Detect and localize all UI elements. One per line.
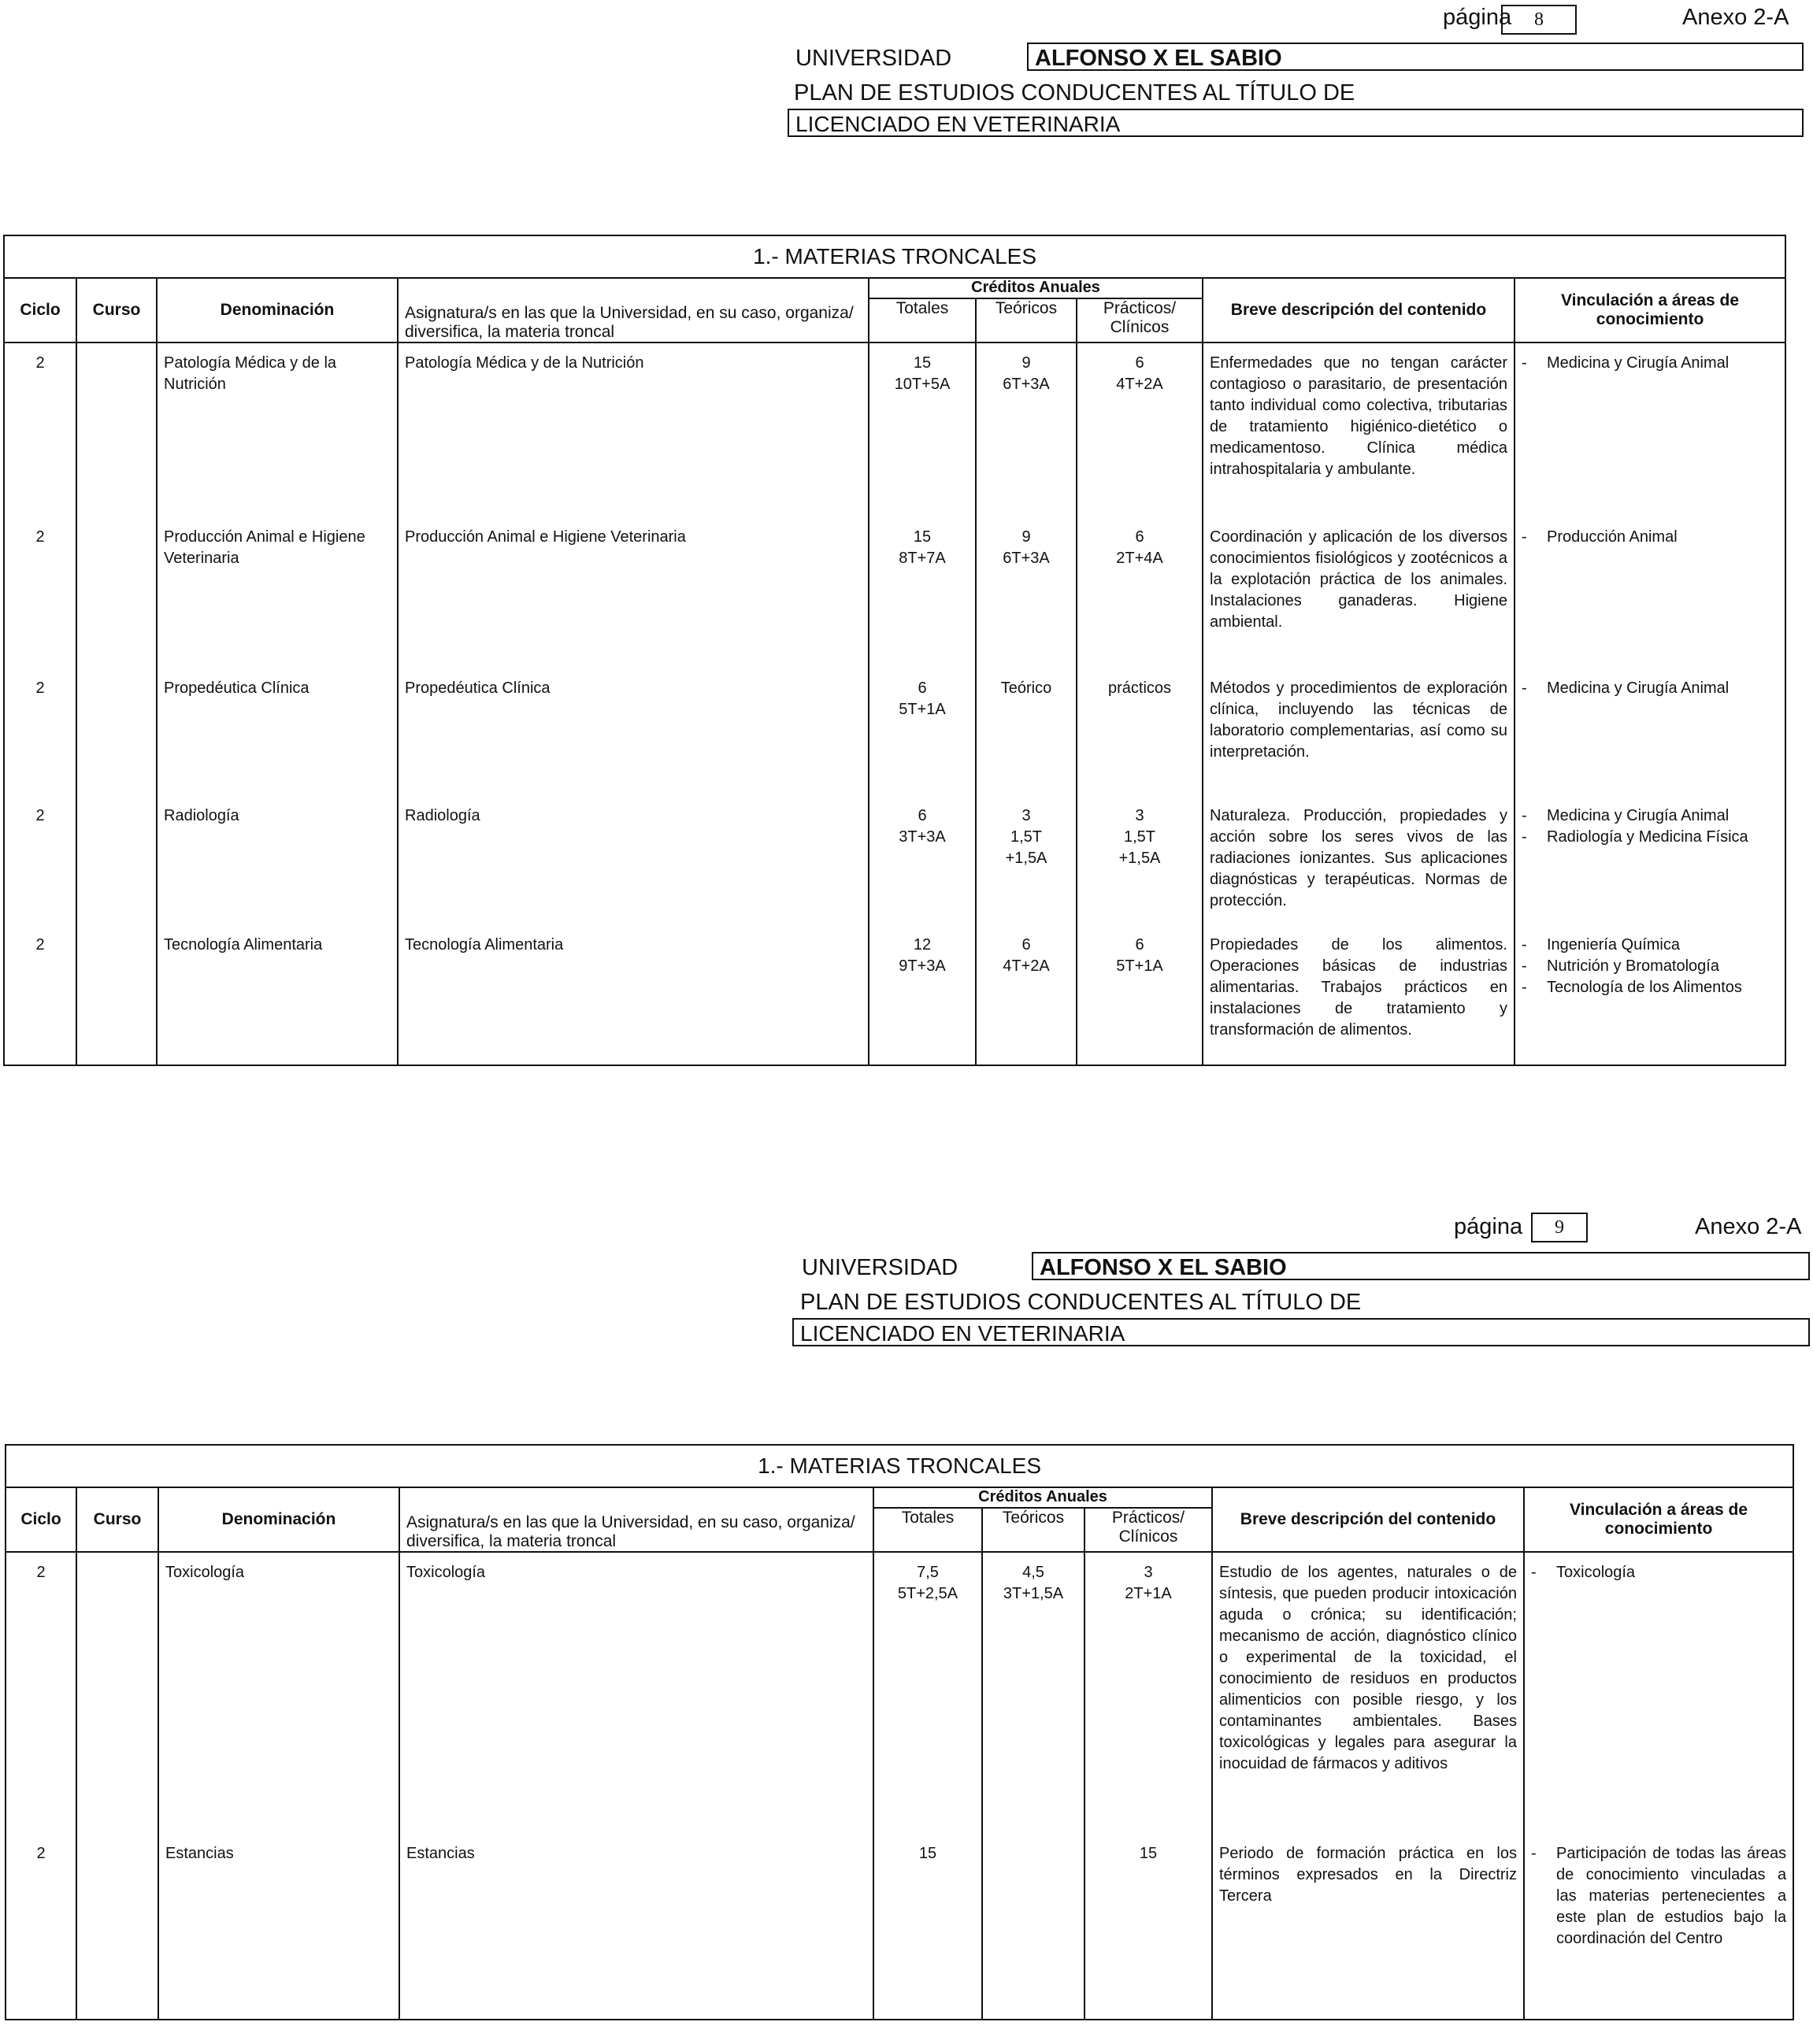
teoricos-value — [983, 699, 1070, 720]
teoricos-value — [989, 1864, 1077, 1886]
teoricos-value: 6 — [1021, 936, 1031, 953]
practicos-cell — [1084, 1552, 1212, 1834]
header-creditos: Créditos Anuales — [873, 1487, 1212, 1508]
practicos-value: 6 — [1135, 936, 1144, 953]
vinculacion-item — [1522, 977, 1778, 998]
denominacion-cell: Radiología — [157, 796, 398, 925]
university-name: ALFONSO X EL SABIO — [1027, 43, 1804, 71]
vinculacion-text: Producción Animal — [1547, 528, 1678, 546]
vinculacion-cell — [1515, 343, 1785, 517]
page-number: 9 — [1531, 1213, 1588, 1242]
totales-value: 15 — [913, 354, 932, 372]
degree-title: LICENCIADO EN VETERINARIA — [792, 1318, 1810, 1346]
annex-label: Anexo 2-A — [1682, 5, 1789, 30]
asignatura-cell: Tecnología Alimentaria — [398, 925, 869, 1065]
vinculacion-item — [1522, 827, 1778, 848]
practicos-value: 2T+4A — [1116, 550, 1163, 567]
vinculacion-item — [1522, 805, 1778, 827]
denominacion-cell: Propedéutica Clínica — [157, 668, 398, 796]
table-row — [6, 1834, 1793, 2020]
vinculacion-text: Radiología y Medicina Física — [1547, 828, 1748, 846]
teoricos-value: 6T+3A — [1003, 550, 1050, 567]
practicos-value: 3 — [1135, 807, 1144, 824]
annex-label: Anexo 2-A — [1695, 1214, 1802, 1239]
header-denominacion: Denominación — [158, 1487, 399, 1552]
vinculacion-text: Medicina y Cirugía Animal — [1547, 807, 1730, 824]
bullet-dash: - — [1531, 1564, 1537, 1581]
asignatura-cell: Toxicología — [399, 1552, 873, 1834]
teoricos-value: 6T+3A — [1003, 376, 1050, 393]
university-label: UNIVERSIDAD — [802, 1255, 958, 1280]
bullet-dash: - — [1522, 679, 1527, 697]
totales-value: 8T+7A — [899, 550, 946, 567]
header-totales: Totales — [869, 298, 976, 343]
bullet-dash: - — [1522, 957, 1527, 975]
teoricos-value: 9 — [1021, 354, 1031, 372]
table-title: 1.- MATERIAS TRONCALES — [6, 1445, 1793, 1487]
denominacion-cell: Producción Animal e Higiene Veterinaria — [157, 517, 398, 668]
header-totales: Totales — [873, 1508, 982, 1552]
vinculacion-cell — [1515, 796, 1785, 925]
bullet-dash: - — [1522, 936, 1527, 953]
bullet-dash: - — [1522, 354, 1527, 372]
curso-cell — [76, 796, 157, 925]
vinculacion-item — [1522, 353, 1778, 374]
totales-cell — [869, 343, 976, 517]
header-practicos: Prácticos/ Clínicos — [1084, 1508, 1212, 1552]
vinculacion-item — [1522, 527, 1778, 548]
bullet-dash: - — [1522, 979, 1527, 996]
descripcion-cell: Periodo de formación práctica en los términos expresados en la Directriz Tercera — [1212, 1834, 1524, 2020]
vinculacion-text: Medicina y Cirugía Animal — [1547, 354, 1730, 372]
teoricos-cell — [976, 517, 1077, 668]
materias-troncales-table — [5, 1444, 1794, 2020]
totales-value: 5T+2,5A — [897, 1585, 958, 1602]
practicos-cell — [1077, 517, 1203, 668]
plan-label: PLAN DE ESTUDIOS CONDUCENTES AL TÍTULO DE — [794, 80, 1355, 106]
vinculacion-cell — [1524, 1834, 1793, 2020]
teoricos-value — [989, 1843, 1077, 1864]
denominacion-cell: Patología Médica y de la Nutrición — [157, 343, 398, 517]
teoricos-value: Teórico — [1000, 679, 1052, 697]
vinculacion-cell — [1515, 517, 1785, 668]
curso-cell — [76, 517, 157, 668]
totales-value — [881, 1864, 975, 1886]
totales-value: 9T+3A — [899, 957, 946, 975]
practicos-value — [1092, 1864, 1205, 1886]
practicos-value — [1084, 699, 1196, 720]
header-descripcion: Breve descripción del contenido — [1212, 1487, 1524, 1552]
asignatura-cell: Propedéutica Clínica — [398, 668, 869, 796]
vinculacion-cell — [1515, 668, 1785, 796]
header-creditos: Créditos Anuales — [869, 278, 1203, 298]
header-practicos: Prácticos/ Clínicos — [1077, 298, 1203, 343]
bullet-dash: - — [1522, 807, 1527, 824]
totales-cell — [869, 925, 976, 1065]
bullet-dash: - — [1522, 828, 1527, 846]
denominacion-cell: Tecnología Alimentaria — [157, 925, 398, 1065]
header-vinculacion: Vinculación a áreas de conocimiento — [1515, 278, 1785, 343]
ciclo-cell: 2 — [4, 668, 76, 796]
teoricos-cell — [976, 668, 1077, 796]
bullet-dash: - — [1531, 1845, 1537, 1862]
practicos-value: 15 — [1139, 1845, 1158, 1862]
table-row — [4, 668, 1785, 796]
header-asignaturas: Asignatura/s en las que la Universidad, en su caso, organiza/ diversifica, la materia troncal — [399, 1487, 873, 1552]
practicos-value: prácticos — [1107, 679, 1172, 697]
table-row — [4, 343, 1785, 517]
practicos-cell — [1077, 343, 1203, 517]
practicos-value: 2T+1A — [1125, 1585, 1172, 1602]
asignatura-cell: Radiología — [398, 796, 869, 925]
descripcion-cell: Estudio de los agentes, naturales o de síntesis, que pueden producir intoxicación aguda o crónica; su identificación; mecanismo de acción, diagnóstico clínico o experimental de la toxicidad, el conocimiento de residuos en productos alimenticios con posible riesgo, y los contaminantes ambientales. Bases toxicológicas y legales para asegurar la inocuidad de fármacos y aditivos — [1212, 1552, 1524, 1834]
ciclo-cell: 2 — [4, 343, 76, 517]
vinculacion-item — [1522, 935, 1778, 956]
table-row — [4, 796, 1785, 925]
teoricos-value: +1,5A — [1005, 850, 1047, 867]
header-vinculacion: Vinculación a áreas de conocimiento — [1524, 1487, 1793, 1552]
totales-cell — [869, 796, 976, 925]
curso-cell — [76, 1552, 158, 1834]
teoricos-cell — [982, 1552, 1084, 1834]
ciclo-cell: 2 — [4, 925, 76, 1065]
vinculacion-cell — [1515, 925, 1785, 1065]
teoricos-value: 4T+2A — [1003, 957, 1050, 975]
vinculacion-text: Nutrición y Bromatología — [1547, 957, 1719, 975]
header-ciclo: Ciclo — [4, 278, 76, 343]
vinculacion-item — [1522, 678, 1778, 699]
page-number: 8 — [1501, 5, 1577, 35]
practicos-cell — [1077, 668, 1203, 796]
header-teoricos: Teóricos — [976, 298, 1077, 343]
practicos-cell — [1077, 796, 1203, 925]
teoricos-value: 4,5 — [1022, 1564, 1044, 1581]
practicos-value: 5T+1A — [1116, 957, 1163, 975]
practicos-value: 3 — [1144, 1564, 1153, 1581]
teoricos-value: 3T+1,5A — [1003, 1585, 1064, 1602]
curso-cell — [76, 1834, 158, 2020]
practicos-value: 6 — [1135, 354, 1144, 372]
descripcion-cell: Coordinación y aplicación de los diversos conocimientos fisiológicos y zootécnicos a la explotación práctica de los animales. Instalaciones ganaderas. Higiene ambiental. — [1203, 517, 1515, 668]
table-row — [6, 1552, 1793, 1834]
degree-title: LICENCIADO EN VETERINARIA — [788, 109, 1804, 137]
ciclo-cell: 2 — [4, 517, 76, 668]
curso-cell — [76, 668, 157, 796]
practicos-cell — [1084, 1834, 1212, 2020]
practicos-value: 1,5T — [1123, 828, 1156, 846]
totales-value: 12 — [913, 936, 932, 953]
teoricos-cell — [976, 925, 1077, 1065]
teoricos-value: 9 — [1021, 528, 1031, 546]
ciclo-cell: 2 — [6, 1552, 76, 1834]
totales-value: 5T+1A — [899, 701, 946, 718]
totales-value: 6 — [918, 679, 927, 697]
vinculacion-text: Toxicología — [1556, 1564, 1636, 1581]
university-name: ALFONSO X EL SABIO — [1032, 1252, 1810, 1280]
totales-cell — [869, 517, 976, 668]
bullet-dash: - — [1522, 528, 1527, 546]
teoricos-cell — [976, 796, 1077, 925]
university-label: UNIVERSIDAD — [795, 46, 952, 71]
totales-value: 15 — [918, 1845, 937, 1862]
table-row — [4, 925, 1785, 1065]
teoricos-value: 3 — [1021, 807, 1031, 824]
vinculacion-cell — [1524, 1552, 1793, 1834]
totales-value: 10T+5A — [894, 376, 951, 393]
totales-cell — [873, 1552, 982, 1834]
practicos-value: +1,5A — [1118, 850, 1161, 867]
vinculacion-item — [1531, 1562, 1786, 1583]
totales-cell — [869, 668, 976, 796]
asignatura-cell: Estancias — [399, 1834, 873, 2020]
descripcion-cell: Métodos y procedimientos de exploración clínica, incluyendo las técnicas de laboratorio complementarias, así como su interpretación. — [1203, 668, 1515, 796]
header-denominacion: Denominación — [157, 278, 398, 343]
vinculacion-text: Ingeniería Química — [1547, 936, 1680, 953]
asignatura-cell: Patología Médica y de la Nutrición — [398, 343, 869, 517]
header-teoricos: Teóricos — [982, 1508, 1084, 1552]
totales-cell — [873, 1834, 982, 2020]
header-asignaturas: Asignatura/s en las que la Universidad, en su caso, organiza/ diversifica, la materia troncal — [398, 278, 869, 343]
ciclo-cell: 2 — [4, 796, 76, 925]
vinculacion-text: Tecnología de los Alimentos — [1547, 979, 1742, 996]
denominacion-cell: Estancias — [158, 1834, 399, 2020]
totales-value: 3T+3A — [899, 828, 946, 846]
vinculacion-item — [1531, 1843, 1786, 1950]
page-label: página — [1454, 1214, 1523, 1239]
table-row — [4, 517, 1785, 668]
asignatura-cell: Producción Animal e Higiene Veterinaria — [398, 517, 869, 668]
totales-value: 6 — [918, 807, 927, 824]
descripcion-cell: Naturaleza. Producción, propiedades y acción sobre los seres vivos de las radiaciones ionizantes. Sus aplicaciones diagnósticas y terapéuticas. Normas de protección. — [1203, 796, 1515, 925]
header-descripcion: Breve descripción del contenido — [1203, 278, 1515, 343]
totales-value: 7,5 — [917, 1564, 939, 1581]
teoricos-cell — [982, 1834, 1084, 2020]
plan-label: PLAN DE ESTUDIOS CONDUCENTES AL TÍTULO DE — [800, 1290, 1362, 1315]
table-title: 1.- MATERIAS TRONCALES — [4, 235, 1785, 278]
materias-troncales-table — [3, 235, 1786, 1066]
ciclo-cell: 2 — [6, 1834, 76, 2020]
practicos-cell — [1077, 925, 1203, 1065]
page-label: página — [1443, 5, 1512, 30]
header-curso: Curso — [76, 278, 157, 343]
curso-cell — [76, 925, 157, 1065]
header-ciclo: Ciclo — [6, 1487, 76, 1552]
teoricos-cell — [976, 343, 1077, 517]
teoricos-value: 1,5T — [1010, 828, 1043, 846]
descripcion-cell: Enfermedades que no tengan carácter contagioso o parasitario, de presentación tanto individual como colectiva, tributarias de tratamiento higiénico-dietético o medicamentoso. Clínica médica intrahospitalaria y ambulante. — [1203, 343, 1515, 517]
vinculacion-text: Medicina y Cirugía Animal — [1547, 679, 1730, 697]
curso-cell — [76, 343, 157, 517]
header-curso: Curso — [76, 1487, 158, 1552]
vinculacion-item — [1522, 956, 1778, 977]
descripcion-cell: Propiedades de los alimentos. Operaciones básicas de industrias alimentarias. Trabajos prácticos en instalaciones de tratamiento y transformación de alimentos. — [1203, 925, 1515, 1065]
practicos-value: 6 — [1135, 528, 1144, 546]
denominacion-cell: Toxicología — [158, 1552, 399, 1834]
practicos-value: 4T+2A — [1116, 376, 1163, 393]
vinculacion-text: Participación de todas las áreas de conocimiento vinculadas a las materias pertenecientes a este plan de estudios bajo la coordinación del Centro — [1556, 1845, 1787, 1947]
totales-value: 15 — [913, 528, 932, 546]
